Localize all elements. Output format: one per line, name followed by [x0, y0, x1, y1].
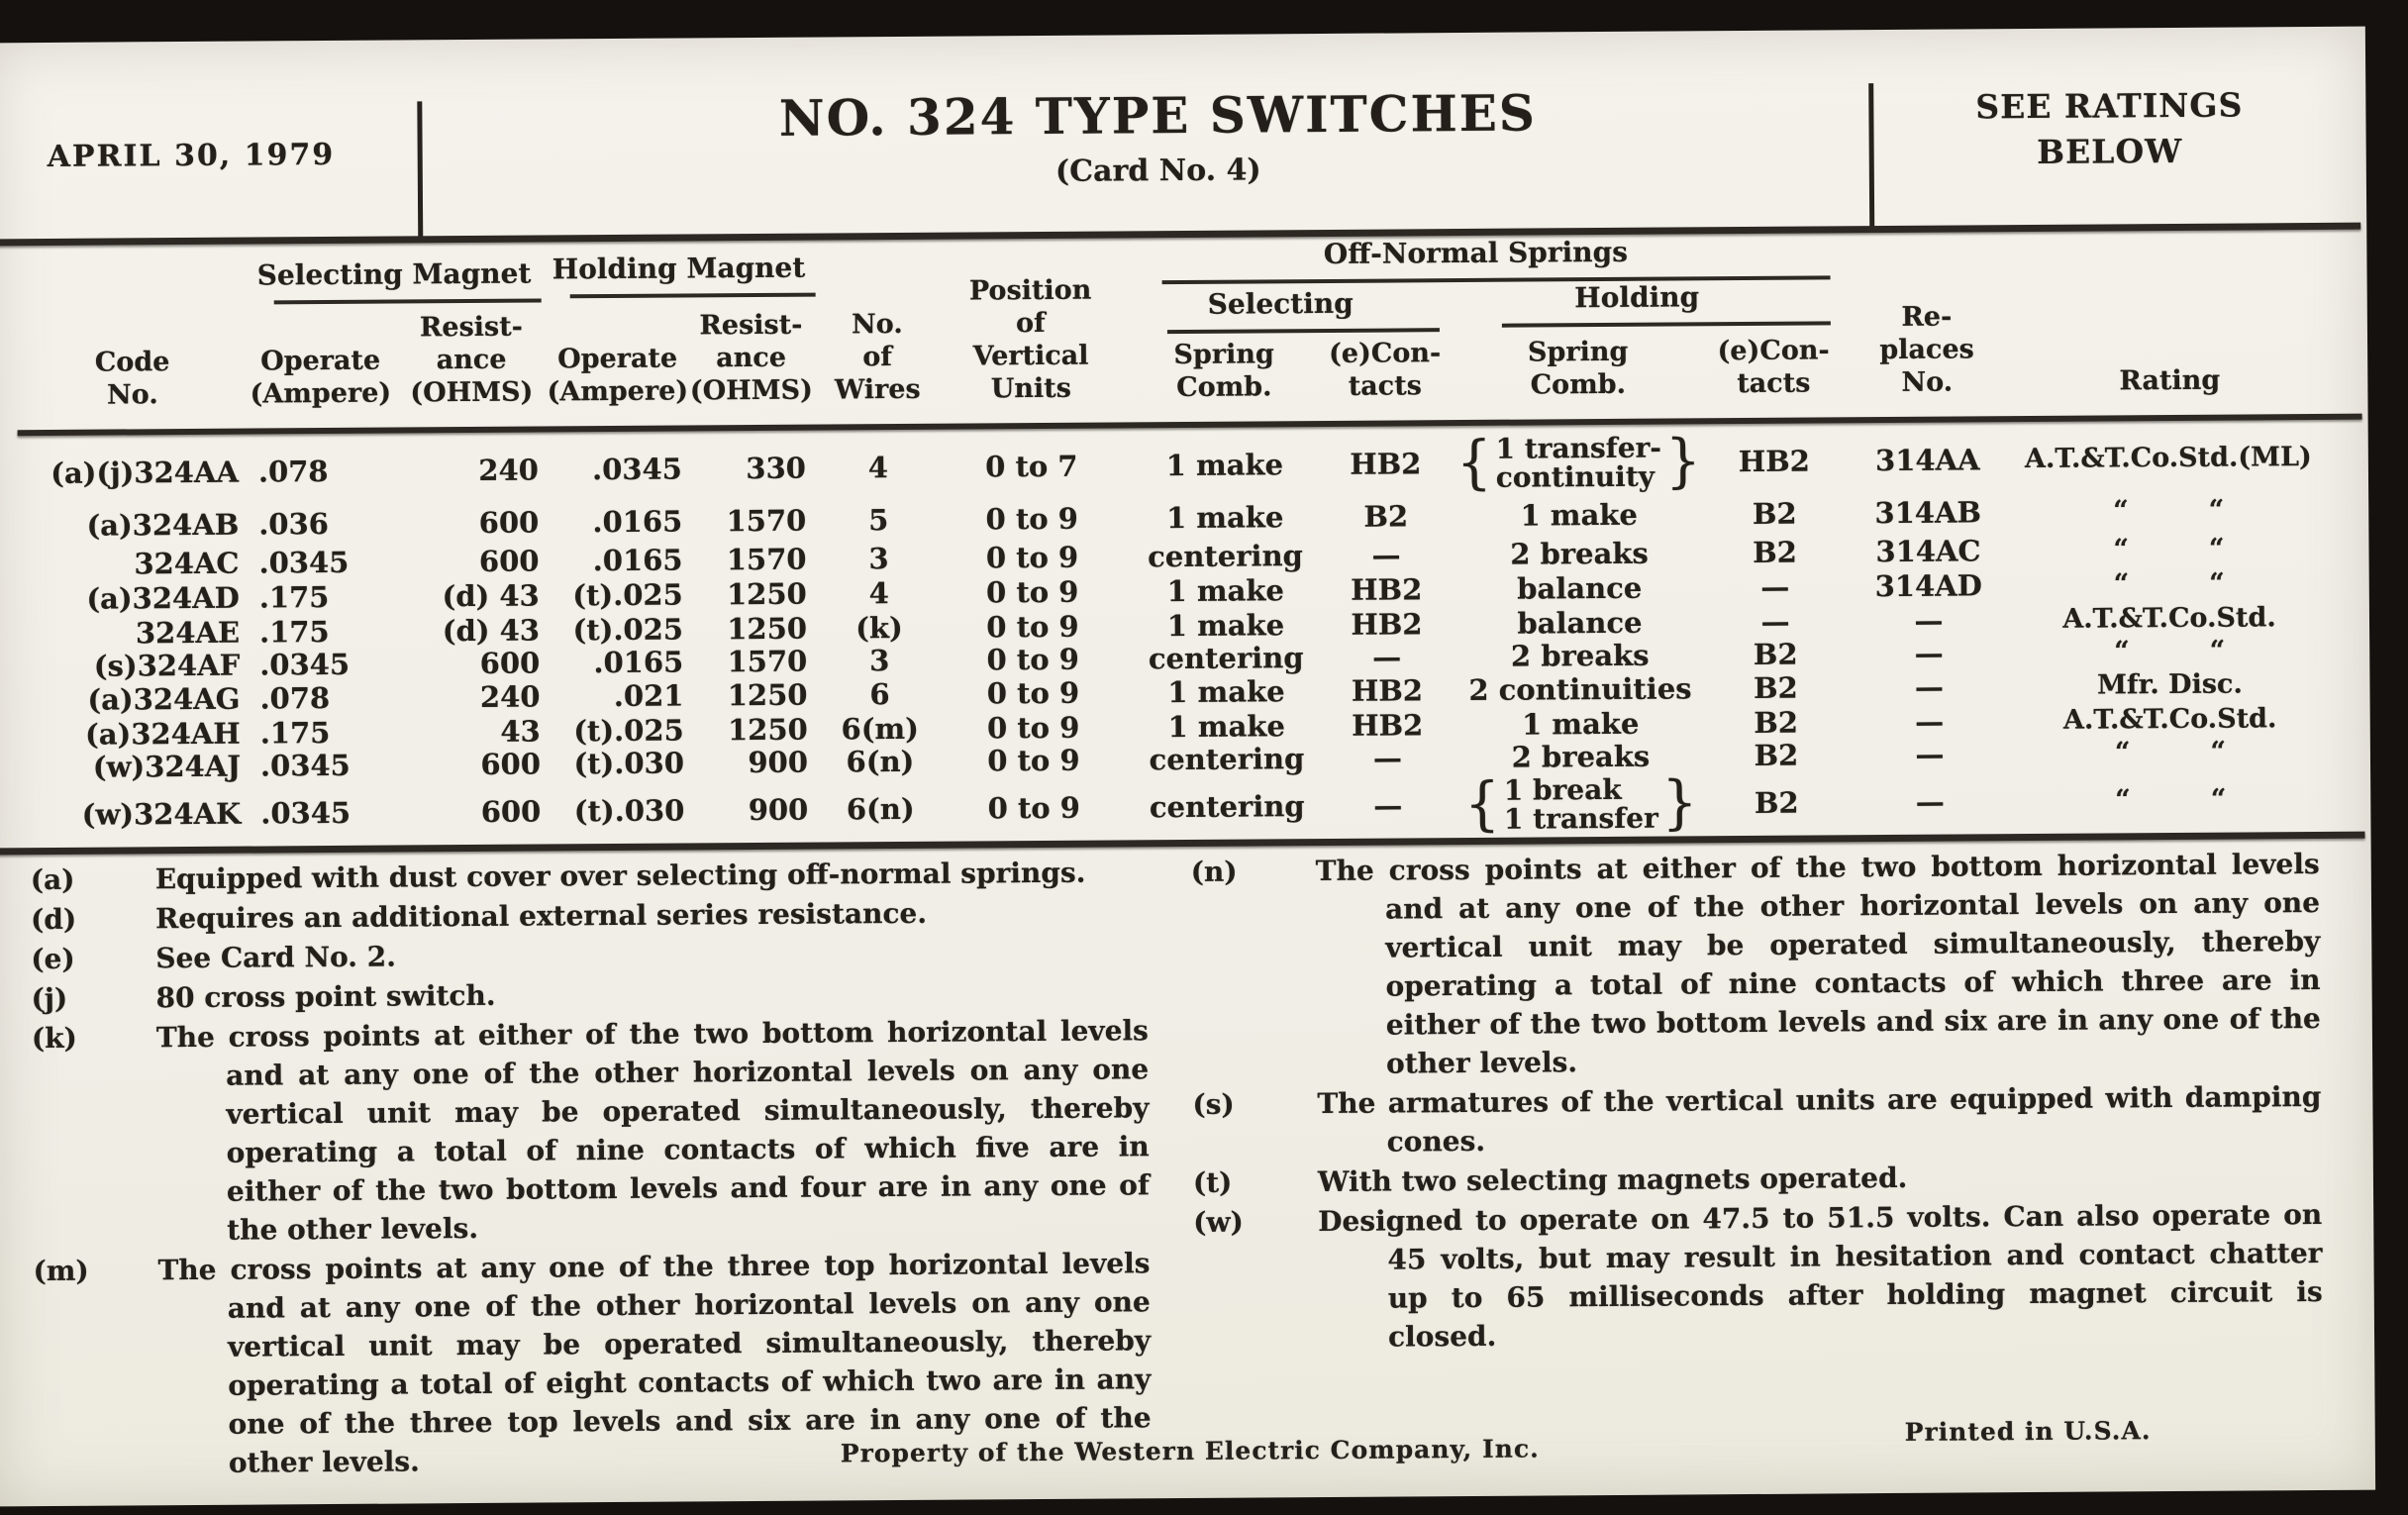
document-page [0, 27, 2375, 1507]
table-cell [1445, 768, 1717, 839]
table-cell: 43 [500, 714, 541, 749]
table-cell: HB2 [1738, 444, 1811, 479]
footnote-label: (s) [1192, 1087, 1235, 1121]
card-number: (Card No. 4) [1054, 152, 1261, 189]
table-cell: centering [1149, 789, 1305, 825]
ratings-note: SEE RATINGS BELOW [1975, 85, 2244, 171]
table-cell: B2 [1753, 670, 1798, 705]
table-cell: 1 make [1166, 608, 1285, 644]
table-cell: centering [1149, 741, 1305, 776]
table-cell: (d) 43 [442, 613, 541, 649]
table-cell: 2 continuities [1468, 671, 1692, 707]
footnote-label: (t) [1192, 1165, 1233, 1199]
table-cell: B2 [1753, 535, 1797, 569]
brace-lines: 1 break 1 transfer [1503, 772, 1658, 836]
table-cell: 1250 [727, 712, 808, 747]
table-cell: balance [1517, 570, 1643, 606]
table-cell: 4 [867, 451, 889, 485]
date-label: APRIL 30, 1979 [47, 137, 336, 174]
table-cell: 1 make [1167, 674, 1285, 710]
table-cell: 0 to 9 [986, 642, 1080, 677]
table-cell: “ “ [2113, 533, 2225, 565]
column-header-replaces: Re- places No. [1879, 301, 1974, 398]
footnote-label: (k) [31, 1021, 77, 1056]
table-cell: 240 [479, 679, 541, 714]
footnote-text: Equipped with dust cover over selecting off-normal springs. [154, 856, 1086, 896]
table-cell: 0 to 9 [987, 790, 1081, 826]
table-cell: 600 [480, 747, 542, 781]
table-cell: 314AC [1875, 534, 1981, 569]
table-cell: 314AD [1874, 568, 1982, 604]
table-cell: — [1760, 604, 1790, 639]
table-cell: 1250 [727, 611, 808, 647]
table-cell: .021 [613, 678, 684, 714]
table-cell: 1 make [1521, 706, 1640, 742]
table-cell: 1570 [726, 503, 807, 539]
table-cell: 0 to 9 [986, 710, 1080, 745]
footnote-label: (m) [33, 1254, 89, 1288]
table-cell: 600 [480, 794, 542, 829]
table-cell: 330 [746, 451, 807, 486]
footnote-text: The cross points at either of the two bottom horizontal levels and at any one of the other horizontal levels on any one vertical unit may be operated simultaneously, thereby operating a total of nine contacts of which five are in either of the two bottom levels and four are in any one of the other levels. [155, 1014, 1151, 1247]
table-cell: — [1914, 636, 1944, 670]
column-header-sel-resistance: Resist- ance (OHMS) [410, 311, 534, 409]
table-cell: “ “ [2113, 494, 2225, 527]
table-cell: A.T.&T.Co.Std. [2062, 702, 2277, 736]
printed-line: Printed in U.S.A. [1904, 1416, 2152, 1447]
table-cell: 1 make [1167, 708, 1285, 744]
footnote-text: The cross points at any one of the three top horizontal levels and at any one of the other horizontal levels on any one vertical unit may be operated simultaneously, thereby operating a total of eight contacts of which two are in any one of the three top levels and six are in any one of the other levels. [157, 1247, 1152, 1479]
table-cell: (s)324AF [93, 648, 241, 683]
footnote [1192, 1077, 2322, 1162]
column-header-hold-contacts: (e)Con- tacts [1717, 335, 1830, 400]
footnote [31, 892, 1148, 939]
column-header-code: Code No. [94, 347, 170, 411]
table-cell: .0345 [259, 647, 351, 682]
table-cell: .036 [258, 507, 330, 542]
group-header-holding-magnet: Holding Magnet [552, 251, 806, 286]
table-cell: (a)324AH [84, 716, 241, 752]
table-cell: — [1914, 603, 1944, 638]
header-divider-left [417, 101, 423, 242]
footnote [31, 971, 1148, 1018]
column-header-hold-resistance: Resist- ance (OHMS) [689, 309, 813, 407]
table-cell: 900 [748, 745, 809, 779]
group-underline [1167, 328, 1440, 334]
group-header-selecting-magnet: Selecting Magnet [256, 256, 532, 292]
table-cell: HB2 [1350, 447, 1422, 481]
footnote [32, 1011, 1151, 1251]
table-cell: 3 [869, 644, 890, 678]
table-cell: 2 breaks [1510, 536, 1649, 571]
header-divider-right [1868, 83, 1874, 228]
table-cell: A.T.&T.Co.Std. [2062, 602, 2276, 635]
table-cell: .0345 [258, 545, 350, 580]
table-cell: (a)324AG [87, 681, 241, 717]
table-cell: (a)324AB [86, 507, 240, 543]
table-cell: 314AA [1874, 443, 1980, 478]
footnote-label: (j) [31, 981, 68, 1016]
table-cell: .0345 [259, 748, 351, 782]
table-cell: (t).030 [573, 746, 685, 780]
table-cell: 600 [478, 544, 540, 578]
table-cell: (a)324AD [86, 580, 240, 616]
table-cell: A.T.&T.Co.Std.(ML) [2024, 442, 2312, 475]
table-cell: .175 [258, 580, 330, 615]
column-header-position: Position of Vertical Units [968, 274, 1092, 405]
column-header-hold-spring-comb: Spring Comb. [1527, 336, 1629, 401]
table-cell: 1570 [727, 644, 808, 679]
footnote [31, 853, 1148, 899]
table-cell: B2 [1363, 499, 1409, 534]
brace-close: } [1664, 427, 1701, 496]
table-cell: 0 to 9 [985, 540, 1079, 575]
footnotes-section [31, 845, 2332, 1484]
footnote-label: (a) [30, 862, 75, 897]
table-cell: B2 [1753, 637, 1798, 671]
footnotes-right-column [1191, 845, 2324, 1476]
table-cell: .0165 [593, 645, 684, 680]
table-cell: B2 [1754, 738, 1799, 772]
table-cell: .0345 [591, 452, 683, 487]
table-cell: .078 [257, 454, 329, 489]
footnote-label: (w) [1193, 1205, 1244, 1239]
footnote-label: (n) [1190, 855, 1238, 888]
table-cell: 2 breaks [1511, 739, 1651, 774]
table-cell: 240 [478, 453, 540, 487]
table-cell: — [1760, 569, 1790, 604]
footnote-label: (d) [30, 902, 77, 937]
table-body [18, 421, 2318, 847]
footnote-text: Designed to operate on 47.5 to 51.5 volts. Can also operate on 45 volts, but may result in hesitation and contact chatter up to 65 milliseconds after holding magnet circuit is closed. [1318, 1197, 2323, 1354]
table-cell: — [1372, 740, 1403, 775]
table-cell: (t).025 [572, 577, 683, 613]
table-cell: “ “ [2114, 635, 2226, 667]
table-cell: .0165 [592, 504, 683, 540]
table-cell: B2 [1752, 496, 1797, 531]
table-cell: .078 [259, 681, 331, 716]
table-cell: B2 [1754, 705, 1799, 740]
column-header-sel-spring-comb: Spring Comb. [1173, 339, 1274, 404]
table-cell: HB2 [1351, 673, 1424, 708]
table-cell: — [1915, 784, 1945, 819]
group-underline [570, 293, 816, 299]
column-header-wires: No. of Wires [834, 308, 921, 406]
table-cell [1443, 427, 1715, 497]
brace-close: } [1661, 768, 1698, 838]
table-cell: 1 make [1166, 573, 1285, 609]
table-cell: — [1915, 737, 1945, 771]
brace-open: { [1463, 770, 1501, 839]
property-line: Property of the Western Electric Company, Inc. [840, 1434, 1540, 1468]
table-cell: (a)(j)324AA [50, 454, 240, 490]
table-cell: 0 to 9 [987, 743, 1080, 777]
table-cell: 6(m) [841, 711, 919, 746]
table-cell: 0 to 9 [985, 501, 1079, 537]
footnote [1193, 1195, 2323, 1358]
group-underline [274, 299, 542, 305]
column-header-hold-operate: Operate (Ampere) [547, 343, 689, 408]
table-cell: 3 [868, 542, 889, 576]
table-cell: 0 to 9 [985, 574, 1079, 610]
table-cell: 1250 [726, 576, 807, 612]
table-cell: (t).025 [572, 612, 684, 648]
table-cell: (t).030 [573, 793, 685, 829]
column-header-sel-operate: Operate (Ampere) [250, 345, 392, 410]
table-cell: .0165 [592, 543, 683, 578]
table-cell: 6 [869, 677, 890, 712]
table-cell: 324AE [135, 615, 241, 651]
table-cell: HB2 [1351, 572, 1423, 607]
footnote-text: The cross points at either of the two bottom horizontal levels and at any one of the other horizontal levels on any one vertical unit may be operated simultaneously, thereby operating a total of nine contacts of which three are in either of the two bottom levels and six are in any one of the other levels. [1315, 847, 2321, 1080]
footnote-text: Requires an additional external series resistance. [154, 896, 928, 936]
footnote-label: (e) [31, 942, 75, 976]
table-cell: 314AB [1874, 495, 1982, 531]
table-cell: HB2 [1351, 607, 1423, 642]
column-header-sel-contacts: (e)Con- tacts [1328, 338, 1442, 402]
table-cell: 5 [868, 503, 889, 538]
table-cell: 1570 [726, 542, 807, 577]
table-cell: .175 [259, 715, 331, 751]
table-cell: B2 [1754, 785, 1799, 820]
footnote-text: With two selecting magnets operated. [1317, 1161, 1908, 1199]
footnote [1191, 845, 2322, 1084]
table-cell: 4 [868, 576, 889, 611]
group-underline [1502, 321, 1831, 327]
group-header-off-normal-holding: Holding [1574, 280, 1700, 315]
table-cell: 6(n) [846, 744, 915, 778]
table-cell: — [1371, 538, 1401, 572]
footnote-text: See Card No. 2. [155, 940, 397, 975]
table-cell: .0345 [260, 795, 351, 831]
brace-open: { [1455, 429, 1492, 497]
footnotes-left-column [31, 853, 1152, 1484]
page-title: NO. 324 TYPE SWITCHES [778, 83, 1538, 148]
table-cell: HB2 [1352, 707, 1424, 743]
table-cell: — [1373, 788, 1403, 823]
footnote-text: The armatures of the vertical units are equipped with damping cones. [1317, 1079, 2322, 1159]
table-cell: (w)324AK [81, 796, 242, 832]
table-cell: 324AC [134, 546, 240, 581]
group-header-off-normal-selecting: Selecting [1207, 286, 1354, 321]
table-cell: Mfr. Disc. [2096, 668, 2243, 701]
brace-lines: 1 transfer- continuity [1495, 431, 1662, 494]
table-cell: (t).025 [573, 713, 684, 748]
group-header-off-normal-springs: Off-Normal Springs [1323, 235, 1629, 270]
table-cell: 1 make [1520, 497, 1638, 533]
table-cell: (k) [855, 610, 903, 646]
table-cell: centering [1148, 641, 1304, 676]
table-cell: 0 to 7 [985, 449, 1078, 484]
table-cell: balance [1517, 605, 1643, 641]
table-cell: 600 [478, 505, 540, 540]
table-cell: — [1372, 640, 1402, 674]
table-cell: centering [1148, 539, 1303, 574]
table-cell: — [1914, 669, 1945, 704]
table-cell: 2 breaks [1510, 638, 1650, 673]
table-cell: 1 make [1165, 500, 1284, 536]
footnote [1193, 1156, 2322, 1202]
table-cell: “ “ [2114, 736, 2227, 767]
table-cell: 1250 [727, 677, 808, 713]
footnote-text: 80 cross point switch. [155, 978, 496, 1015]
table-cell: “ “ [2113, 567, 2225, 600]
table-cell: 1 make [1165, 448, 1284, 483]
table-cell: (d) 43 [442, 578, 540, 614]
table-cell: (w)324AJ [92, 749, 242, 784]
table-cell: .175 [258, 615, 330, 650]
footnote [31, 932, 1148, 978]
table-cell: — [1915, 704, 1945, 739]
table-cell: “ “ [2115, 783, 2227, 816]
column-header-rating: Rating [2119, 364, 2221, 397]
table-cell: 6(n) [846, 791, 915, 827]
table-cell: 0 to 9 [986, 675, 1080, 711]
table-cell: 0 to 9 [986, 609, 1079, 645]
table-cell: 600 [479, 646, 541, 680]
table-cell: 900 [748, 792, 809, 828]
